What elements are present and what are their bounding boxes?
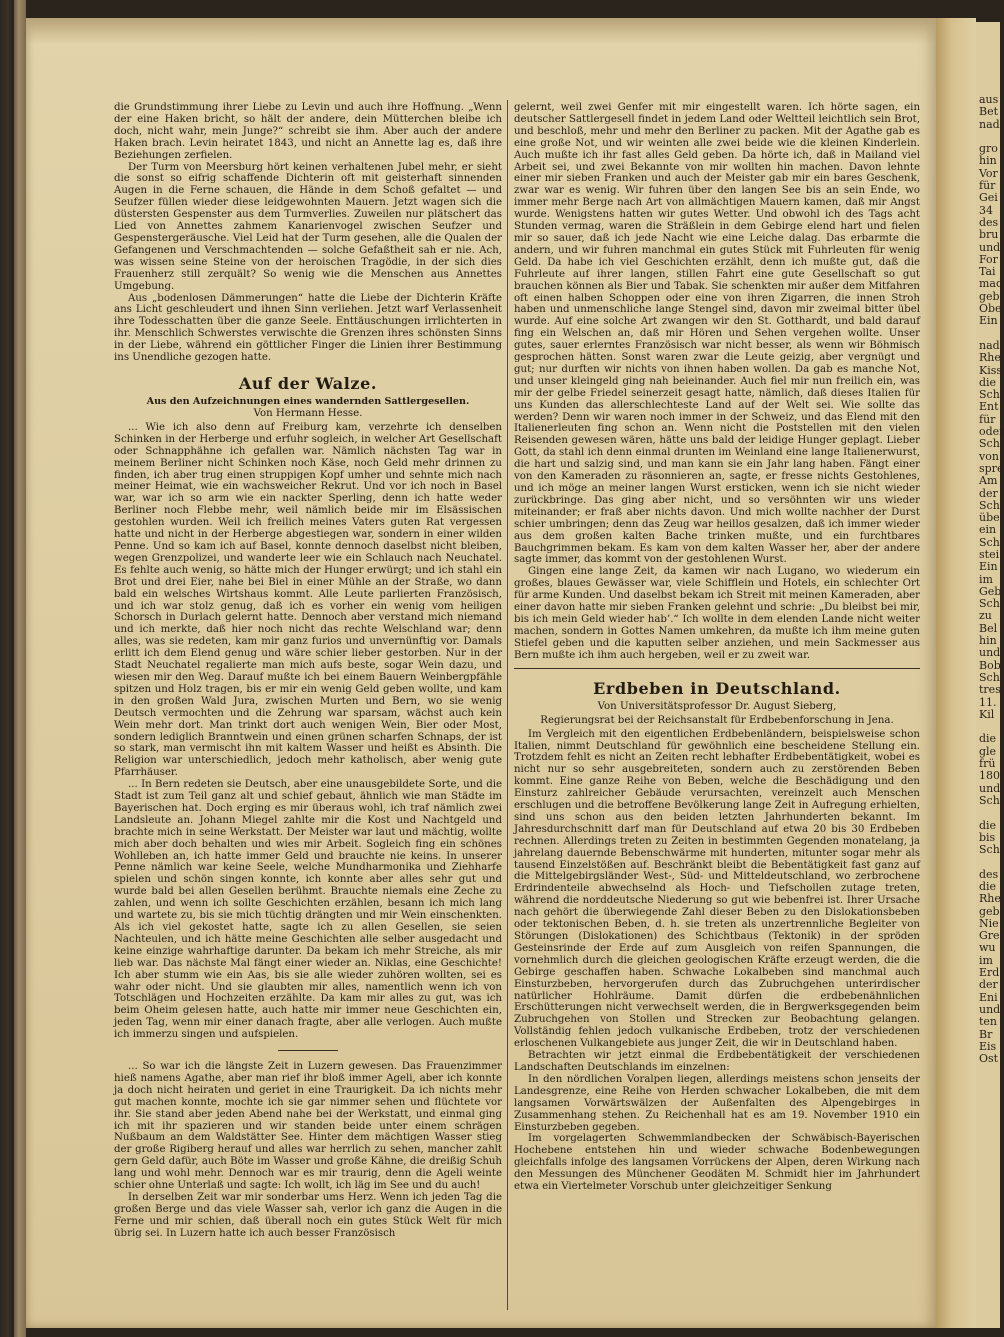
adjacent-page-fragment: frü — [979, 757, 996, 771]
adjacent-page-fragment — [979, 856, 1000, 868]
adjacent-page-fragment: spre — [979, 461, 1004, 475]
adjacent-page-fragment: geb — [979, 289, 1000, 303]
adjacent-page-fragment: Bet — [979, 105, 999, 119]
adjacent-page-fragment: Ent — [979, 400, 999, 414]
adjacent-page-fragment: für — [979, 179, 996, 193]
adjacent-page-fragment: Sch — [979, 793, 1000, 807]
intro-paragraph: Aus „bodenlosen Dämmerungen“ hatte die Liebe der Dichterin Kräfte ans Licht geschleudert und ihnen Sinn verliehen. Jetzt warf Verlassenheit ihre Todesschatten über die ganze Seele. Enttäuschungen irrlichterten in ihr. Menschlich Schwerstes verwischte die Grenzen ihres schönsten Sinns in der Liebe, während ein göttlicher Finger die Linien ihrer Bestimmung ins Unendliche gezogen hatte. — [114, 292, 502, 364]
adjacent-page-fragment: Br — [979, 1027, 993, 1041]
adjacent-page-fragment: Geb — [979, 584, 1002, 598]
adjacent-page-fragment: im — [979, 572, 993, 586]
intro-paragraph: die Grundstimmung ihrer Liebe zu Levin und auch ihre Hoffnung. „Wenn der eine Haken bricht, so hält der andere, dein Mütterchen bleibe ich doch, nicht wahr, mein Junge?“ schreibt sie ihm. Aber auch der andere Haken brach. Levin heiratet 1843, und nicht an Annette lag es, daß ihre Beziehungen zerfielen. — [114, 102, 502, 161]
adjacent-page-fragments — [976, 22, 1004, 1066]
adjacent-page-fragment: Am — [979, 474, 998, 488]
adjacent-page-fragment: tres — [979, 683, 1001, 697]
adjacent-page-fragment: geb — [979, 904, 1000, 918]
adjacent-page-fragment: Sch — [979, 437, 1000, 451]
adjacent-page-fragment: bru — [979, 228, 999, 242]
article-title: Erdbeben in Deutschland. — [593, 678, 841, 698]
adjacent-page-fragment: Gre — [979, 929, 1000, 943]
adjacent-page-fragment: von — [979, 449, 999, 463]
adjacent-page-fragment: und — [979, 646, 1001, 660]
adjacent-page-fragment: mad — [979, 277, 1004, 291]
article-paragraph: Betrachten wir jetzt einmal die Erdbebentätigkeit der verschiedenen Landschaften Deutschlands im einzelnen: — [514, 1050, 920, 1073]
adjacent-page-fragment: die — [979, 732, 997, 746]
adjacent-page-fragment: Ein — [979, 314, 998, 328]
adjacent-page-fragment: und — [979, 240, 1001, 254]
article-paragraph: Im Vergleich mit den eigentlichen Erdbebenländern, beispielsweise schon Italien, nimmt Deutschland für gewöhnlich eine bescheidene Stellung ein. Trotzdem fehlt es nicht an Zeiten recht lebhafter Erdbebentätigkeit, wobei es nicht nur so sehr ausgebreiteten, sondern auch zu zerstörenden Beben kommt. Eine ganze Reihe von Beben, welche die Beschädigung und den Einsturz zahlreicher Gebäude verursachten, vereinzelt auch Menschen erschlugen und die betroffene Bevölkerung lange Zeit in Aufregung erhielten, sind uns schon aus den beiden letzten Jahrhunderten bekannt. Im Jahresdurchschnitt darf man für Deutschland auf etwa 20 bis 30 Erdbeben rechnen. Allerdings treten zu Zeiten in bestimmten Gegenden monatelang, ja jahrelang dauernde Bebenschwärme mit hunderten, mitunter sogar mehr als tausend Einzelstößen auf. Beschränkt bleibt die Bebentätigkeit fast ganz auf die Mittelgebirgsländer West-, Süd- und Mitteldeutschland, wo zerbrochene Erdrindenteile abwechselnd als Hoch- und Tiefschollen zutage treten, während die norddeutsche Niederung so gut wie bebenfrei ist. Ihrer Ursache nach gehört die überwiegende Zahl dieser Beben zu den Dislokationsbeben oder tektonischen Beben, d. h. sie treten als unzertrennliche Begleiter von Störungen (Dislokationen) des Schichtbaus (Tektonik) in der spröden Gesteinsrinde der Erde auf zum Ausgleich von reifen Spannungen, die vornehmlich durch die gleichen geologischen Kräfte erzeugt werden, die die Gebirge geschaffen haben. Schwache Lokalbeben sind manchmal auch Einsturzbeben, hervorgerufen durch das Zubruchgehen unterirdischer natürlicher Hohlräume. Damit dürfen die erdbebenähnlichen Erschütterungen nicht verwechselt werden, die in Bergwerksgegenden beim Zubruchgehen von Stollen und Strecken zur Beobachtung gelangen. Vollständig fehlen jedoch vulkanische Erdbeben, trotz der verschiedenen erloschenen Vulkangebiete aus junger Zeit, die wir in Deutschland haben. — [514, 728, 920, 1050]
adjacent-page-fragment: zu — [979, 609, 992, 623]
adjacent-page-fragment: Obe — [979, 302, 1002, 316]
adjacent-page-fragment: des — [979, 867, 999, 881]
adjacent-page-fragment: der — [979, 978, 998, 992]
adjacent-page-fragment: oder — [979, 425, 1004, 439]
adjacent-page-fragment: Rhe — [979, 892, 1001, 906]
adjacent-page-fragment: Erd — [979, 966, 1000, 980]
adjacent-page-fragment: 180 — [979, 769, 1000, 783]
adjacent-page-fragment: die — [979, 375, 997, 389]
adjacent-page-fragment: 34 — [979, 203, 993, 217]
adjacent-page-fragment: Sch — [979, 670, 1000, 684]
adjacent-page — [976, 22, 1004, 1328]
article-paragraph: ... In Bern redeten sie Deutsch, aber eine unausgebildete Sorte, und die Stadt ist zum Teil ganz alt und schief gebaut, ähnlich wie man Städte im Bayerischen hat. Doch erging es mir überaus wohl, ich traf nämlich zwei Landsleute an. Johann Miegel zahlte mir die Kost und Nachtgeld und brachte mich in seine Werkstatt. Der Meister war laut und mächtig, wollte mich aber doch behalten und wies mir Arbeit. Sogleich fing ein schönes Wohlleben an, ich hatte immer Geld und brauchte nie keins. In unserer Penne nämlich war keine Seele, welche Mundharmonika und Ziehharfe spielen und schön singen konnte, ich konnte aber alles sehr gut und wurde bald bei allen Gesellen berühmt. Brauchte niemals eine Zeche zu zahlen, und wenn ich sollte Geschichten erzählen, besann ich mich lang und wartete zu, bis sie mich tüchtig drängten und mir Wein einschenkten. Als ich viel gekostet hatte, sagte ich zu allen Gesellen, sie seien Nachteulen, und ich hätte meine Geschichten alle selber ausgedacht und keine einzige wahrhaftige darunter. Da bekam ich mehr Streiche, als mir lieb war. Das nächste Mal fängt einer wieder an. Niklas, eine Geschichte! Ich aber stumm wie ein Aas, bis sie alle wieder zuhören wollten, sei es wahr oder nicht. Und sie glaubten mir alles, namentlich wenn ich von Totschlägen und Hochzeiten erzählte. Da kam mir alles zu gut, was ich beim Oheim gelesen hatte, auch hatte mir immer neue Geschichten ein, jeden Tag, wenn mir einer danach fragte, aber alle verlogen. Auch mußte ich immerzu singen und aufspielen. — [114, 779, 502, 1041]
adjacent-page-fragment: für — [979, 412, 996, 426]
adjacent-page-fragment: Gei — [979, 191, 998, 205]
article-subtitle: Aus den Aufzeichnungen eines wandernden Sattlergesellen. — [146, 395, 470, 407]
adjacent-page-fragment: Sch — [979, 597, 1000, 611]
article-byline-affiliation: Regierungsrat bei der Reichsanstalt für Erdbebenforschung in Jena. — [540, 714, 894, 726]
adjacent-page-fragment: Ost — [979, 1052, 999, 1066]
adjacent-page-fragment: Bel — [979, 621, 998, 635]
adjacent-page-fragment: gro — [979, 142, 998, 156]
article-byline: Von Universitätsprofessor Dr. August Sieberg, — [597, 700, 837, 712]
article-separator — [514, 668, 920, 669]
adjacent-page-fragment: nad — [979, 117, 1000, 131]
adjacent-page-fragment: 11. — [979, 695, 997, 709]
adjacent-page-fragment: Tai — [979, 265, 996, 279]
adjacent-page-fragment: und — [979, 1002, 1001, 1016]
adjacent-page-fragment: For — [979, 252, 998, 266]
adjacent-page-fragment: Ein — [979, 560, 998, 574]
adjacent-page-fragment: Sch — [979, 498, 1000, 512]
adjacent-page-fragment: ten — [979, 1015, 998, 1029]
adjacent-page-fragment: Kil — [979, 707, 995, 721]
adjacent-page-fragment: Rhe — [979, 351, 1001, 365]
adjacent-page-fragment: wu — [979, 941, 996, 955]
article-paragraph: In den nördlichen Voralpen liegen, allerdings meistens schon jenseits der Landesgrenze, eine Reihe von Herden schwacher Lokalbeben, die mit dem langsamen Vorwärtswälzen der Außenfalten des Alpengebirges in Zusammenhang stehen. Zu Reichenhall hat es am 19. November 1910 ein Einsturzbeben gegeben. — [514, 1073, 920, 1133]
adjacent-page-fragment — [979, 807, 1000, 819]
adjacent-page-fragment: Sch — [979, 535, 1000, 549]
adjacent-page-fragment: nad — [979, 338, 1000, 352]
continuation-paragraph: Gingen eine lange Zeit, da kamen wir nach Lugano, wo wiederum ein großes, blaues Gewässer war, viele Schifflein und Hotels, ein schlechter Ort für arme Kunden. Und daselbst bekam ich Streit mit meinen Kameraden, aber einer davon hatte mir sieben Franken gelehnt und schrie: „Du bleibst bei mir, bis ich mein Geld wieder hab’.“ Ich wollte in dem elenden Lande nicht weiter machen, sondern in Gottes Namen umkehren, da mußte ich ihm meine guten Stiefel geben und die kaputten selber anziehen, und mein Sackmesser aus Bern mußte ich ihm auch hergeben, weil er zu zweit war. — [514, 566, 920, 661]
column-rule — [507, 100, 508, 1310]
adjacent-page-fragment: die — [979, 880, 997, 893]
adjacent-page-fragment: ein — [979, 523, 997, 537]
continuation-paragraph: gelernt, weil zwei Genfer mit mir eingestellt waren. Ich hörte sagen, ein deutscher Sattlergesell findet in jedem Land oder Weltteil leichtlich sein Brot, und beschloß, mehr und mehr den Berliner zu packen. Mit der Agathe gab es eine große Not, und wir weinten alle zwei beide wie die kleinen Kinderlein. Auch mußte ich ihr fast alles Geld geben. Da hörte ich, daß in Mailand viel Arbeit sei, und zwei Bekannte von mir wollten hin machen. Davon lehnte einer mir sieben Franken und auch der Meister gab mir ein bares Geschenk, zwar war es wenig. Wir fuhren über den langen See bis an sein Ende, wo immer mehr Berge nach Art von allmächtigen Mauern kamen, daß mir Angst wurde. Wenigstens hatten wir gutes Wetter. Und obwohl ich des Tags acht Stunden vermag, waren die Sträßlein in dem Gebirge elend hart und fielen mir so sauer, daß ich jede Nacht wie eine Leiche dalag. Das erbarmte die andern, und wir fuhren manchmal ein gutes Stück mit Fuhrleuten für wenig Geld. Da habe ich viel Geschichten erzählt, denn ich mußte gut, daß die Fuhrleute auf ihrer langen, stillen Fahrt eine gute Gesellschaft so gut brauchen können als Bier und Tabak. Sie schenkten mir außer dem Mitfahren oft einen halben Schoppen oder eine von ihren Zigarren, die innen Stroh haben und unmenschliche lange Stengel sind, davon mir zweimal bitter übel wurde. Auf eine solche Art zwangen wir den St. Gotthardt, und bald darauf fing ein Welschen an, daß mir Hören und Sehen vergehen wollte. Unser gutes, sauer erlerntes Französisch war nicht besser, als wenn wir Böhmisch gesprochen hätten. Sonst waren zwar die Leute geizig, aber vergnügt und gut; nur durften wir nichts von ihnen haben wollen. Da gab es manche Not, und unser kleingeld ging nah beieinander. Auch fiel mir nun freilich ein, was mir der gelbe Friedel seinerzeit gesagt hatte, nämlich, daß dieses Italien für uns Kunden das allerschlechteste Land auf der Welt sei. Wie sollte das werden? Denn wir waren noch immer in der Schweiz, und das Elend mit den Italienerleuten fing schon an. Wenn nicht die Poststellen mit den vielen Reisenden gewesen wären, hätte uns bald der leidige Hunger geplagt. Lieber Gott, da stahl ich denn einmal drunten im Weinland eine lange Italienerwurst, die hart und salzig sind, und man kann sie ein Jahr lang haben. Fängt einer von den Kameraden zu räsonnieren an, sagte, er fresse nichts Gestohlenes, und ich möge an meiner langen Wurst ersticken, wenn ich sie nicht wieder zurückbringe. Das ging aber nicht, und so versöhnten wir uns wieder miteinander; er fraß aber nichts davon. Und mich wollte nachher der Durst schier umbringen; denn das Zeug war heillos gesalzen, daß ich immer wieder aus dem großen kalten Bache trinken mußte, und ein furchtbares Bauchgrimmen bekam. Es kam von dem kalten Wasser her, aber der andere sagte immer, das kommt von der gestohlenen Wurst. — [514, 102, 920, 566]
adjacent-page-fragment: bis — [979, 830, 996, 844]
adjacent-page-fragment: Kiss — [979, 363, 1003, 377]
article-paragraph: Im vorgelagerten Schwemmlandbecken der Schwäbisch-Bayerischen Hochebene entstehen hin und wieder schwache Bodenbewegungen gleichfalls infolge des langsamen Vorrückens der Alpen, deren Wirkung nach den Messungen des Münchener Geodäten M. Schmidt hier im Jahrhundert etwa ein Viertelmeter Vorschub unter gleichzeitiger Senkung — [514, 1133, 920, 1193]
adjacent-page-fragment: des — [979, 215, 999, 229]
adjacent-page-fragment: übe — [979, 511, 1000, 525]
article-byline: Von Hermann Hesse. — [253, 407, 363, 419]
adjacent-page-fragment: Vor — [979, 166, 998, 180]
adjacent-page-fragment: Eis — [979, 1039, 997, 1053]
article-paragraph: In derselben Zeit war mir sonderbar ums Herz. Wenn ich jeden Tag die großen Berge und das viele Wasser sah, verlor ich ganz die Augen in die Ferne und mir schien, daß überall noch ein gutes Stück Welt für mich übrig sei. In Luzern hatte ich auch besser Französisch — [114, 1191, 502, 1239]
adjacent-page-fragment: und — [979, 781, 1001, 795]
adjacent-page-fragment: Sch — [979, 843, 1000, 857]
right-column — [514, 102, 920, 1193]
adjacent-page-fragment: stei — [979, 547, 1000, 561]
left-column — [114, 102, 502, 1240]
adjacent-page-fragment: aus — [979, 93, 999, 106]
adjacent-page-fragment: gle — [979, 744, 997, 758]
adjacent-page-fragment: im — [979, 953, 993, 967]
adjacent-page-fragment: Bob — [979, 658, 1001, 672]
adjacent-page-fragment: Eni — [979, 990, 998, 1004]
page-gutter — [936, 18, 976, 1328]
book-binding — [14, 0, 26, 1337]
adjacent-page-fragment: die — [979, 818, 997, 832]
article-paragraph: ... Wie ich also denn auf Freiburg kam, verzehrte ich denselben Schinken in der Herberge und erfuhr sogleich, in welcher Art Gesellschaft oder Schnapphähne ich gefallen war. Nämlich nächsten Tag war in meinem Berliner nicht Schinken noch Käse, noch Geld mehr drinnen zu finden, ich aber trug einen struppigen Kopf umher und sehnte mich nach meiner Heimat, wie ein wachsweicher Rekrut. Und vor ich noch in Basel war, war ich so arm wie ein nackter Sperling, denn ich hatte weder Berliner noch Flebbe mehr, weil nämlich beide mir im Elsässischen gestohlen wurden. Weil ich freilich meines Vaters guten Rat vergessen hatte und nicht in der Herberge abgestiegen war, sondern in einer wilden Penne. Und so kam ich auf Basel, konnte dennoch daselbst nicht bleiben, wegen Grenzpolizei, und wanderte leer wie ein Schlauch nach Neuchatel. Es fehlte auch wenig, so hätte mich der Hunger erwürgt; und ich stahl ein Brot und drei Eier, nahe bei Biel in einer Mühle an der Straße, wo dann bald ein welsches Wirtshaus kommt. Alle Leute parlierten Französisch, und ich war stolz genug, daß ich es vorher ein wenig vom heiligen Schorsch in Durlach gelernt hatte. Dennoch aber verstand mich niemand und ich merkte, daß hier noch nicht das rechte Welschland war; denn alles, was sie redeten, kam mir ganz furios und unvernünftig vor. Damals erlitt ich dem Elend genug und wäre schier lieber gestorben. Nur in der Stadt Neuchatel regalierte man mich aufs beste, sogar Wein dazu, und wiesen mir den Weg. Darauf mußte ich bei einem Bauern Weinbergpfähle spitzen und Holz tragen, bis er mir ein wenig Geld geben wollte, und kam in den großen Wald Jura, zwischen Murten und Bern, wo sie wenig Deutsch vermochten und die Zehrung war sparsam, wächst auch kein Wein mehr dort. Man trinkt dort auch wenigen Wein, Bier oder Most, sondern lediglich Branntwein und einen grünen scharfen Schnaps, der ist so stark, man vermischt ihn mit kaltem Wasser und heißt es Absinth. Die Religion war unterschiedlich, jedoch mehr katholisch, aber wenig gute Pfarrhäuser. — [114, 421, 502, 779]
adjacent-page-fragment: hin — [979, 154, 997, 168]
section-divider — [114, 1045, 502, 1057]
adjacent-page-fragment: hin — [979, 634, 997, 648]
intro-paragraph: Der Turm von Meersburg hört keinen verhaltenen Jubel mehr, er sieht die sonst so eifrig schaffende Dichterin oft mit geisterhaft sinnenden Augen in die Ferne schauen, die Hände in dem Schoß gefaltet — und Seufzer füllen wieder diese leidgewohnten Mauern. Jetzt wagen sich die düstersten Gespenster aus dem Turmverlies. Zuweilen nur plätschert das Lied von Annettes zahmem Kanarienvogel zwischen Seufzer und Gespenstergeräusche. Viel Leid hat der Turm gesehen, alle die Qualen der Gefangenen und Verschmachtenden — solche Gefaßtheit sah er nie. Ach, was wissen seine Steine von der heroischen Tragödie, in der sich dies Frauenherz still zerquält? So wenig wie die Menschen aus Annettes Umgebung. — [114, 161, 502, 292]
article-paragraph: ... So war ich die längste Zeit in Luzern gewesen. Das Frauenzimmer hieß namens Agathe, aber man rief ihr bloß immer Ageli, aber ich konnte ja doch nicht heiraten und geriet in eine Traurigkeit. Da ich nichts mehr gut machen konnte, mochte ich sie gar nimmer sehen und flüchtete vor ihr. Sie stand aber jeden Abend nahe bei der Werkstatt, und einmal ging ich mit ihr spazieren und wir standen beide unter einem schrägen Nußbaum an dem Waldstätter See. Hinter dem mächtigen Wasser stieg der große Rigiberg herauf und alles war herrlich zu sehen, mancher zahlt gern Geld dafür, auch Böte im Wasser und große Kähne, die dreißig Schuh lang und wohl mehr. Dennoch war es mir traurig, denn die Ageli weinte schier ohne Unterlaß und sagte: Ich wollt, ich läg im See und du auch! — [114, 1060, 502, 1192]
adjacent-page-fragment: Nie — [979, 916, 999, 930]
article-title: Auf der Walze. — [238, 373, 378, 393]
adjacent-page-fragment: Sch — [979, 388, 1000, 402]
adjacent-page-fragment: der — [979, 486, 998, 500]
